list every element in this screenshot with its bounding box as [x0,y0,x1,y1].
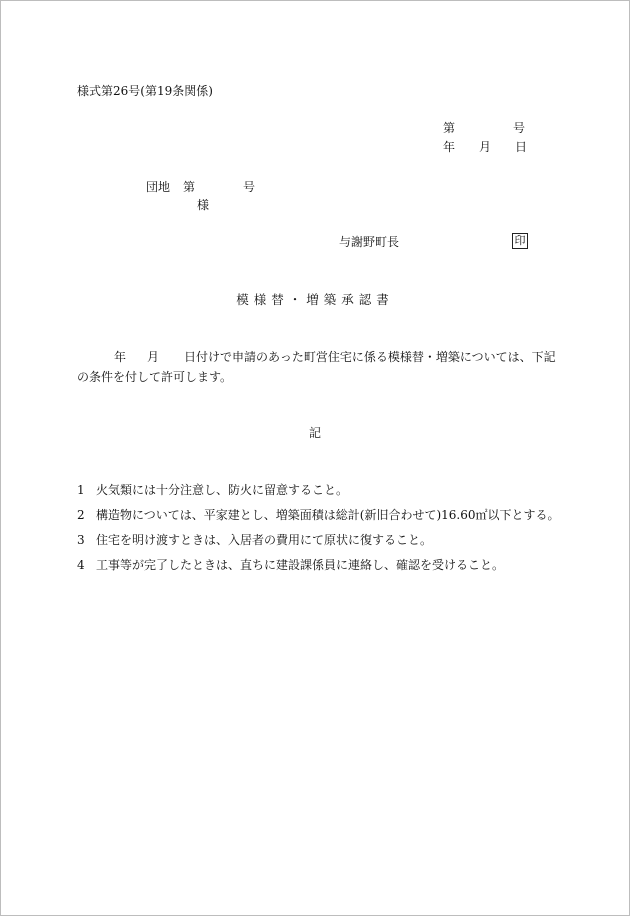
issue-number-prefix: 第 [443,121,456,135]
body-line-1-text: 日付けで申請のあった町営住宅に係る模様替・増築については、下記 [184,350,556,364]
condition-text: 構造物については、平家建とし、増築面積は総計(新旧合わせて)16.60㎡以下とする。 [96,508,560,522]
addressee-danchi-label: 団地 [146,180,171,194]
form-number: 様式第26号(第19条関係) [77,84,213,98]
issue-number-suffix: 号 [513,121,526,135]
condition-text: 住宅を明け渡すときは、入居者の費用にて原状に復すること。 [96,533,433,547]
addressee-number-suffix: 号 [243,180,256,194]
seal-stamp: 印 [512,233,528,249]
issue-date-year-label: 年 [443,140,456,154]
addressee-number-prefix: 第 [183,180,196,194]
body-year-label: 年 [114,350,127,364]
condition-number: 2 [77,508,85,522]
condition-number: 1 [77,483,85,497]
condition-number: 3 [77,533,85,547]
condition-text: 工事等が完了したときは、直ちに建設課係員に連絡し、確認を受けること。 [96,558,505,572]
issue-date-day-label: 日 [515,140,528,154]
condition-number: 4 [77,558,85,572]
document-title: 模様替・増築承認書 [236,292,394,307]
issuer-title: 与謝野町長 [339,235,400,249]
addressee-honorific: 様 [197,198,210,212]
body-paragraph-line-2: の条件を付して許可します。 [77,370,233,384]
body-month-label: 月 [147,350,160,364]
condition-text: 火気類には十分注意し、防火に留意すること。 [96,483,349,497]
ki-heading: 記 [308,426,321,440]
issue-date-month-label: 月 [479,140,492,154]
